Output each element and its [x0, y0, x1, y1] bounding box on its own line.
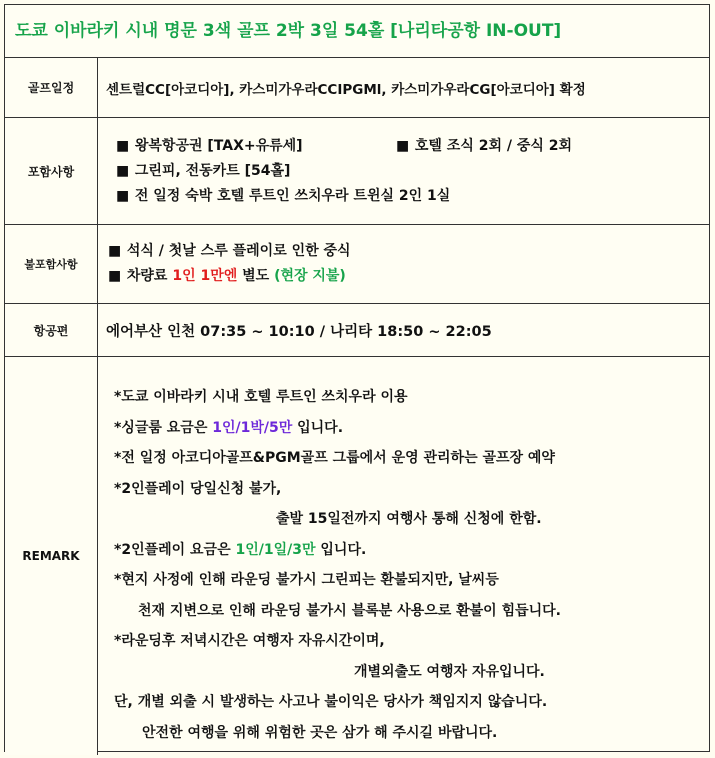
tour-details-table — [5, 58, 709, 755]
bullet-icon: ■ — [396, 137, 410, 154]
exclude-item-text: 석식 / 첫날 스루 플레이로 인한 중식 — [126, 243, 351, 259]
bullet-icon: ■ — [108, 268, 122, 284]
schedule-text: 센트럴CC[아코디아], 카스미가우라CCIPGMl, 카스미가우라CG[아코디아] 확정 — [106, 81, 586, 98]
flight-text: 에어부산 인천 07:35 ~ 10:10 / 나리타 18:50 ~ 22:05 — [98, 304, 710, 357]
bullet-icon: ■ — [116, 187, 130, 204]
bullet-icon: ■ — [116, 162, 130, 179]
bullet-icon: ■ — [108, 243, 122, 259]
include-item-text: 전 일정 숙박 호텔 루트인 쓰치우라 트윈실 2인 1실 — [134, 187, 451, 204]
remark-line: *라운딩후 저녁시간은 여행자 자유시간이며, — [114, 633, 385, 649]
tour-info-sheet — [4, 4, 710, 752]
remark-line: 개별외출도 여행자 자유입니다. — [354, 663, 545, 680]
remark-content — [98, 357, 710, 756]
remark-line: *현지 사정에 인해 라운딩 불가시 그린피는 환불되지만, 날씨등 — [114, 572, 499, 588]
remark-line — [106, 413, 709, 444]
include-content — [98, 118, 710, 225]
two-player-price: 1인/1일/3만 — [235, 541, 316, 558]
bullet-icon: ■ — [116, 137, 130, 154]
schedule-row — [5, 58, 709, 118]
onsite-payment-note: (현장 지불) — [274, 268, 346, 284]
remark-row — [5, 357, 709, 756]
exclude-item-text: 차량료 — [126, 268, 173, 284]
exclude-item — [108, 239, 709, 264]
remark-line: 천재 지변으로 인해 라운딩 불가시 블록분 사용으로 환불이 힘듭니다. — [138, 602, 561, 619]
remark-line: *전 일정 아코디아골프&PGM골프 그룹에서 운영 관리하는 골프장 예약 — [114, 450, 555, 466]
remark-label: REMARK — [5, 357, 98, 756]
include-label: 포함사항 — [5, 118, 98, 225]
remark-line: *도쿄 이바라키 시내 호텔 루트인 쓰치우라 이용 — [114, 389, 408, 405]
exclude-row — [5, 225, 709, 304]
page-title: 도쿄 이바라키 시내 명문 3색 골프 2박 3일 54홀 [나리타공항 IN-OUT] — [5, 5, 709, 58]
exclude-content — [98, 225, 710, 304]
remark-text: *2인플레이 요금은 — [114, 541, 236, 558]
exclude-label: 불포함사항 — [5, 225, 98, 304]
include-item-text: 호텔 조식 2회 / 중식 2회 — [414, 137, 573, 154]
include-item-text: 왕복항공권 [TAX+유류세] — [134, 137, 303, 154]
include-item — [116, 159, 709, 184]
exclude-item-text: 별도 — [237, 268, 275, 284]
vehicle-fee-price: 1인 1만엔 — [172, 268, 238, 284]
remark-text: 입니다. — [315, 541, 367, 558]
remark-line: 단, 개별 외출 시 발생하는 사고나 불이익은 당사가 책임지지 않습니다. — [114, 694, 548, 710]
remark-line: *2인플레이 당일신청 불가, — [114, 480, 282, 497]
exclude-item — [108, 264, 709, 289]
remark-text: 입니다. — [292, 419, 344, 436]
include-item — [116, 134, 709, 159]
remark-line — [106, 535, 709, 566]
remark-line: 출발 15일전까지 여행사 통해 신청에 한함. — [276, 511, 542, 527]
include-item — [116, 184, 709, 209]
remark-text: *싱글룸 요금은 — [114, 419, 213, 436]
flight-row — [5, 304, 709, 357]
remark-line: 안전한 여행을 위해 위험한 곳은 삼가 해 주시길 바랍니다. — [142, 724, 498, 741]
schedule-label: 골프일정 — [5, 58, 98, 118]
include-item-col2 — [396, 134, 572, 159]
include-row — [5, 118, 709, 225]
include-item-text: 그린피, 전동카트 [54홀] — [134, 162, 291, 179]
single-room-price: 1인/1박/5만 — [212, 419, 293, 436]
flight-label: 항공편 — [5, 304, 98, 357]
